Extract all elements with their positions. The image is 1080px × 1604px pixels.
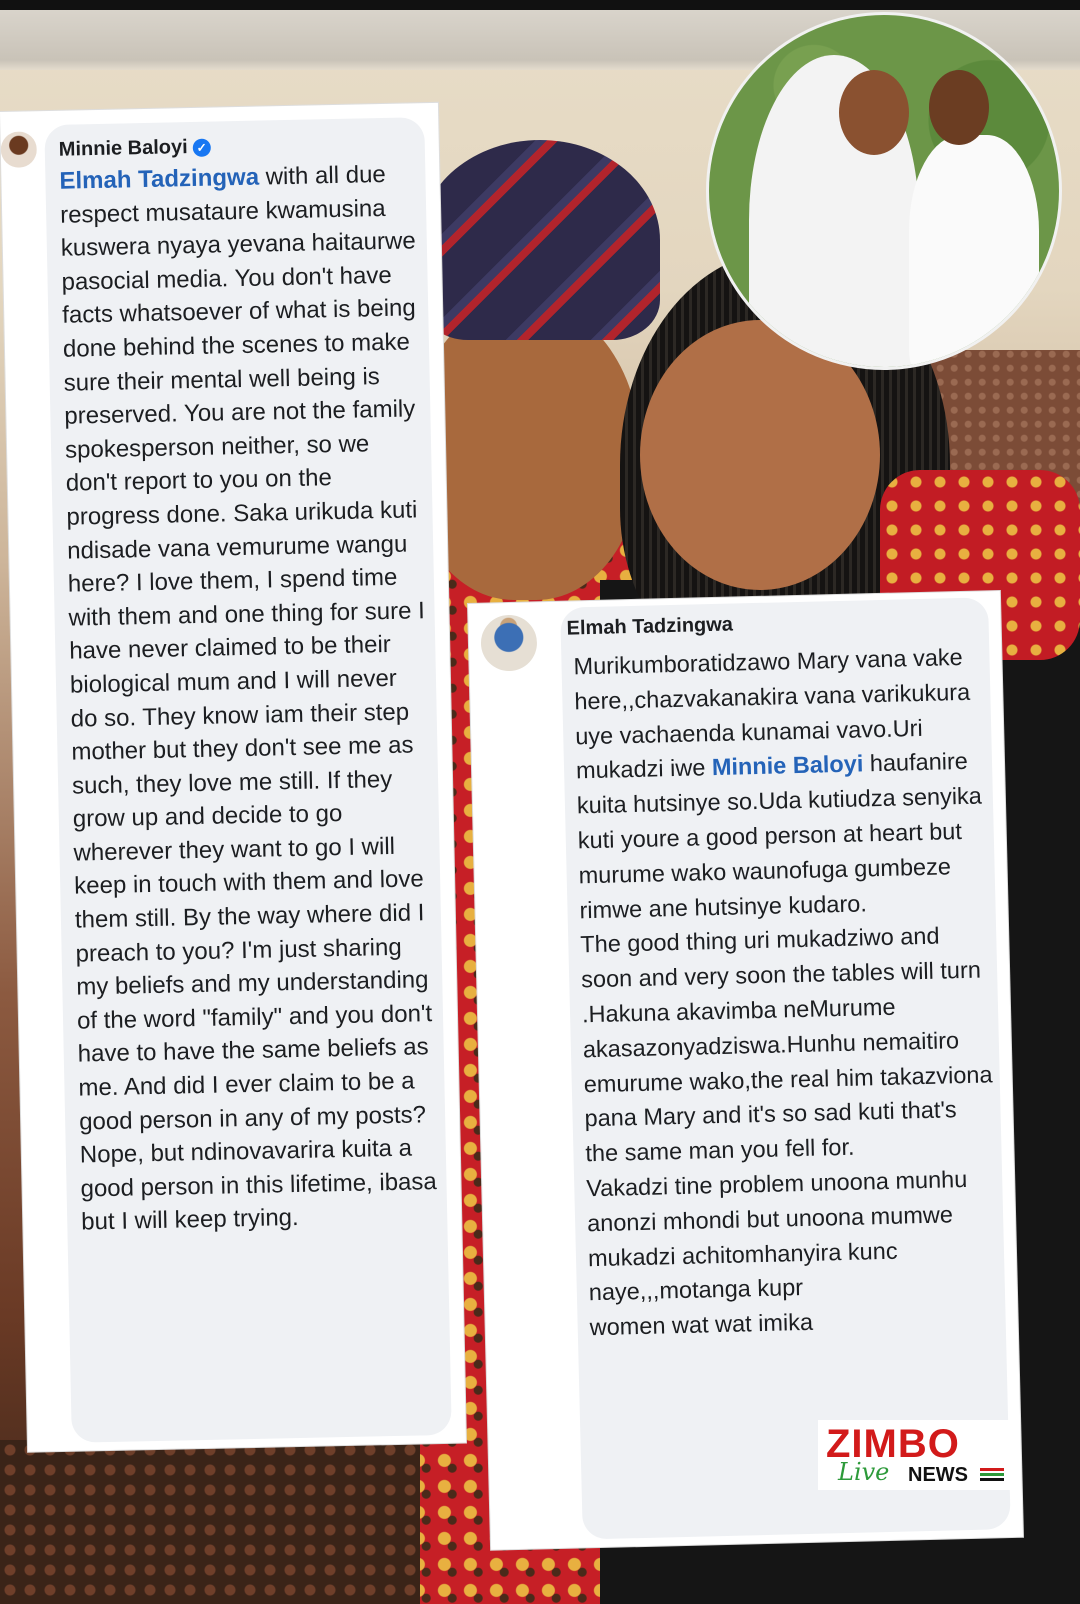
commenter-avatar[interactable] [480,614,537,671]
mention-link[interactable]: Elmah Tadzingwa [59,163,260,195]
logo-brand: ZIMBO [826,1422,960,1466]
comment-author[interactable] [566,614,733,641]
commenter-avatar[interactable] [0,131,37,168]
author-name[interactable]: Minnie Baloyi [58,136,188,161]
groom-face [929,70,989,145]
groom-suit [909,135,1039,370]
zimbo-live-news-logo [818,1420,1010,1490]
comment-body-text-start: Murikumboratidzawo Mary vana vake here,,chazvakanakira vana varikukura uye vachaenda kunamai vavo.Uri mukadzi iwe [573,643,971,784]
bride-face [839,70,909,155]
author-name[interactable]: Elmah Tadzingwa [566,613,734,640]
comment-screenshot-right [468,591,1023,1550]
comment-text [59,157,441,1239]
verified-check-icon: ✓ [193,139,211,157]
carpet [0,1440,420,1604]
comment-author[interactable] [59,136,211,162]
logo-lines-icon [980,1468,1004,1482]
logo-live: Live [838,1458,890,1486]
mention-link[interactable]: Minnie Baloyi [711,750,864,781]
wedding-photo-inset [706,12,1062,370]
person-left-headwrap [420,140,660,340]
comment-text [573,639,1000,1345]
comment-body-text-end: haufanire kuita hutsinye so.Uda kutiudza senyika kuti youre a good person at heart but murume wako waunofuga gumbeze rimwe ane hutsinye kudaro. The good thing uri mukadziwo and soon and very soon the tables will turn .Hakuna akavimba neMurume akasazonyadziswa.Hunhu nemaitiro emurume wako,the real him takazviona pana Mary and it's so sad kuti that's the same man you fell for. Vakadzi tine problem unoona munhu anonzi mhondi but unoona mumwe mukadzi achitomhanyira kunc naye,,,motanga kupr women wat wat imika [576,748,993,1341]
comment-screenshot-left [0,103,466,1452]
logo-news: NEWS [908,1464,968,1486]
comment-body-text: with all due respect musataure kwamusina kuswera nyaya yevana haitaurwe pasocial media. You don't have facts whatsoever of what is being done behind the scenes to make sure their mental well being is preserved. You are not the family spokesperson neither, so we don't report to you on the progress done. Saka urikuda kuti ndisade vana vemurume wangu here? I love them, I spend time with them and one thing for sure I have never claimed to be their biological mum and I will never do so. They know iam their step mother but they don't see me as such, they love me still. If they grow up and decide to go wherever they want to go I will keep in touch with them and love them still. By the way where did I preach to you? I'm just sharing my beliefs and my understanding of the word "family" and you don't have to have the same beliefs as me. And did I ever claim to be a good person in any of my posts? Nope, but ndinovavarira kuita a good person in this lifetime, ibasa but I will keep trying. [59,160,437,1236]
